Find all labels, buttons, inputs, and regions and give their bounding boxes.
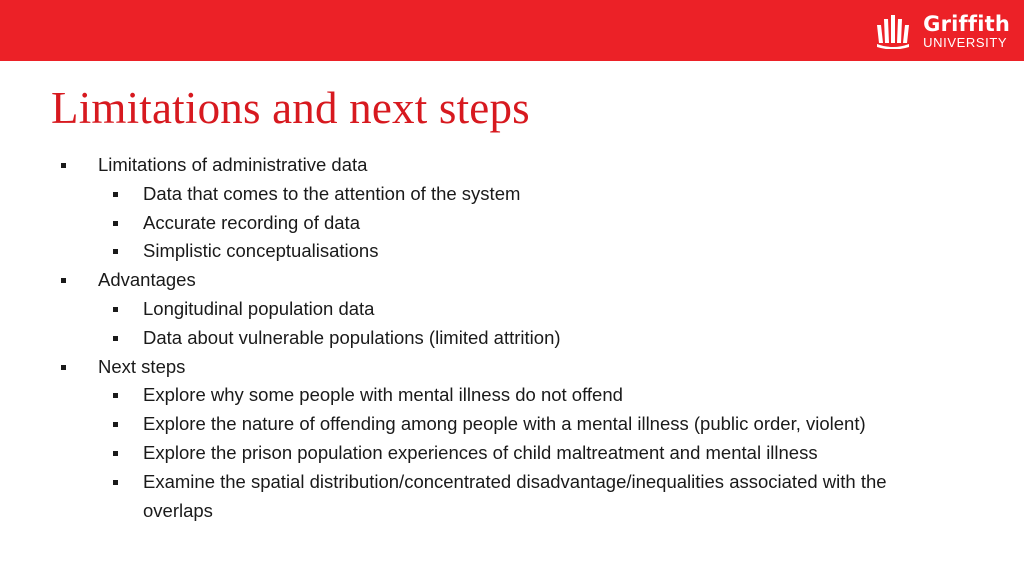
square-bullet-icon [113, 249, 118, 254]
square-bullet-icon [61, 278, 66, 283]
square-bullet-icon [113, 192, 118, 197]
square-bullet-icon [113, 336, 118, 341]
list-item-continuation [0, 497, 1024, 526]
griffith-university-logo [875, 12, 1010, 50]
logo-name: Griffith [923, 11, 1010, 36]
list-item-text: Data about vulnerable populations (limited attrition) [143, 326, 561, 348]
list-item [0, 209, 1024, 238]
list-item-text: Data that comes to the attention of the system [143, 182, 521, 204]
section-label: Next steps [98, 355, 186, 377]
list-item [0, 324, 1024, 353]
square-bullet-icon [61, 365, 66, 370]
list-item [0, 381, 1024, 410]
list-item-text: Examine the spatial distribution/concentrated disadvantage/inequalities associated with the [143, 470, 887, 492]
square-bullet-icon [113, 480, 118, 485]
slide-title: Limitations and next steps [51, 83, 530, 133]
list-item-text: overlaps [143, 499, 213, 521]
list-item-text: Accurate recording of data [143, 211, 360, 233]
list-item [0, 295, 1024, 324]
square-bullet-icon [113, 422, 118, 427]
square-bullet-icon [61, 163, 66, 168]
list-item [0, 439, 1024, 468]
list-item-text: Simplistic conceptualisations [143, 240, 379, 262]
griffith-logo-icon [875, 13, 919, 49]
square-bullet-icon [113, 451, 118, 456]
logo-subtitle: UNIVERSITY [923, 34, 1008, 50]
square-bullet-icon [113, 307, 118, 312]
section-heading [0, 266, 1024, 295]
list-item-text: Longitudinal population data [143, 297, 375, 319]
list-item [0, 468, 1024, 497]
list-item [0, 180, 1024, 209]
square-bullet-icon [113, 393, 118, 398]
bullet-list [0, 151, 1024, 525]
list-item-text: Explore the nature of offending among people with a mental illness (public order, violent) [143, 413, 866, 435]
section-heading [0, 353, 1024, 382]
section-heading [0, 151, 1024, 180]
square-bullet-icon [113, 221, 118, 226]
list-item [0, 237, 1024, 266]
list-item-text: Explore why some people with mental illness do not offend [143, 384, 623, 406]
list-item-text: Explore the prison population experiences of child maltreatment and mental illness [143, 441, 818, 463]
section-label: Limitations of administrative data [98, 154, 368, 175]
section-label: Advantages [98, 269, 196, 291]
list-item [0, 410, 1024, 439]
header-bar [0, 0, 1024, 61]
